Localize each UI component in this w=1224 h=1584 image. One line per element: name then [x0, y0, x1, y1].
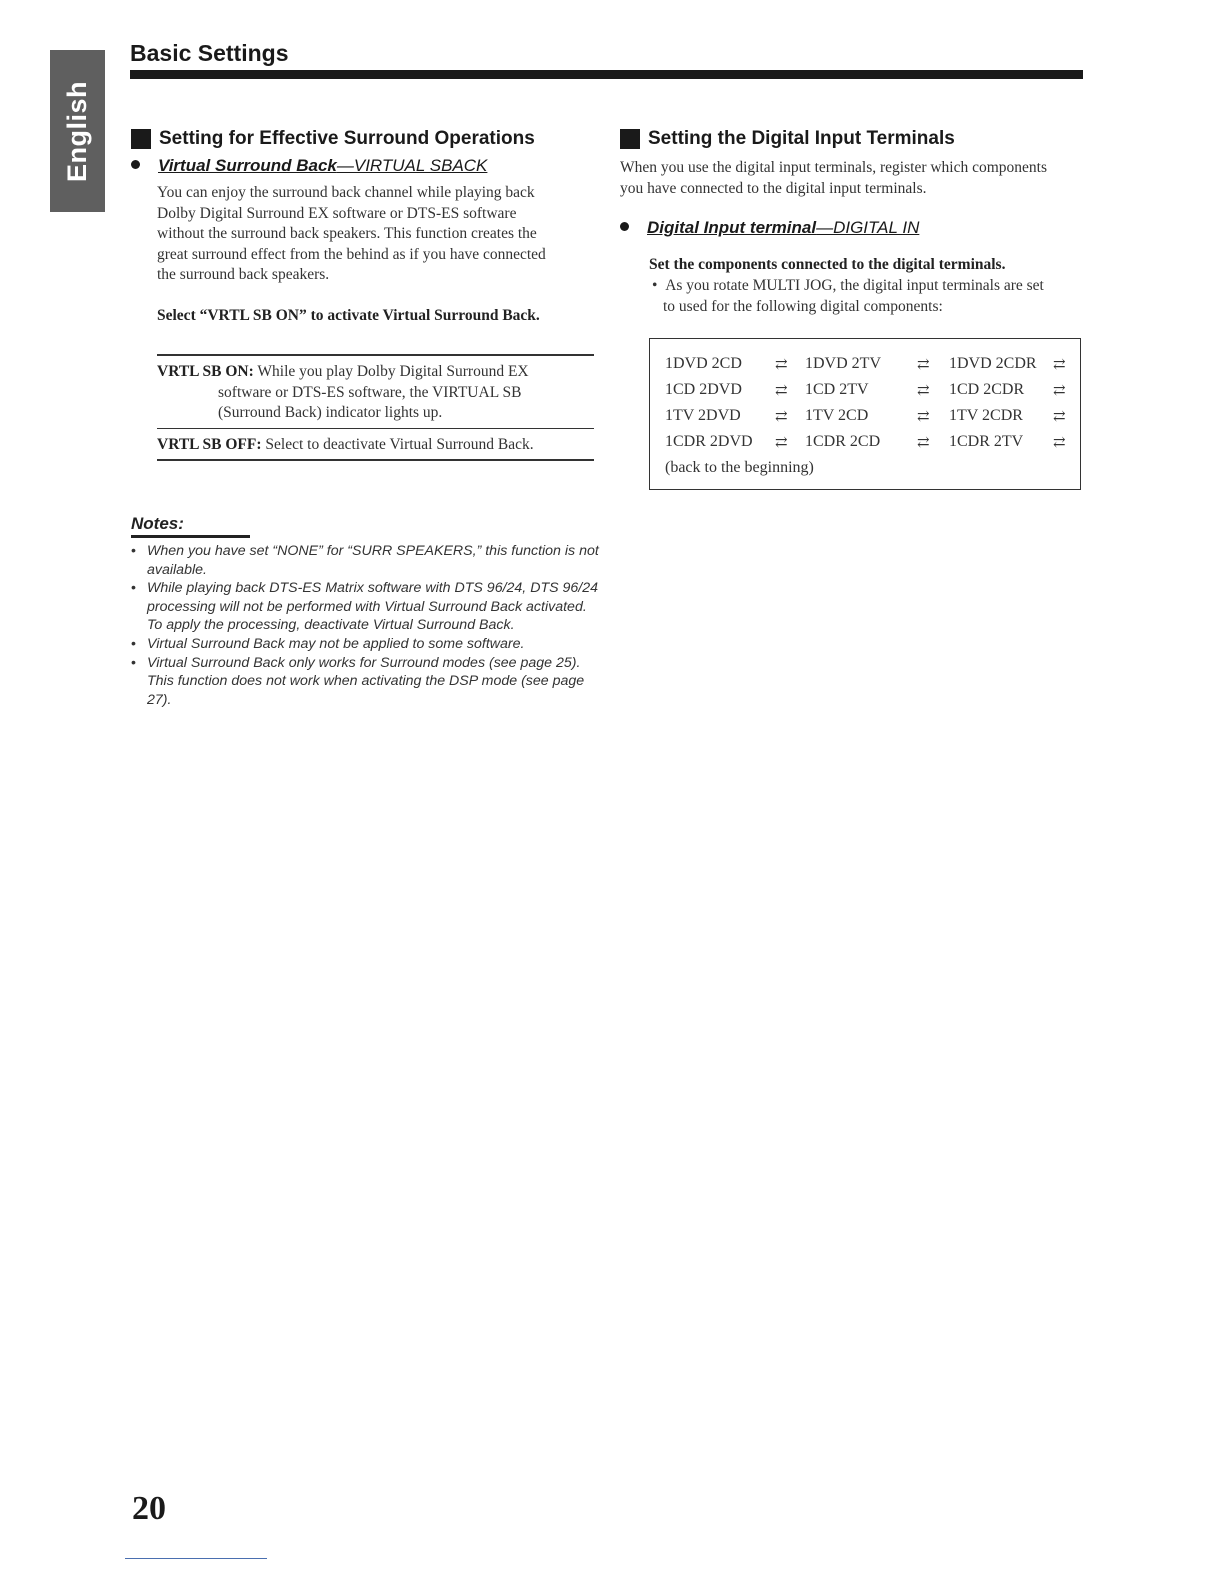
- option-text: Select to deactivate Virtual Surround Back.: [265, 435, 534, 453]
- desc-line: When you use the digital input terminals, register which components: [620, 159, 1048, 176]
- cycle-arrow-icon: ⇄: [1053, 383, 1065, 399]
- section-title-surround-text: Setting for Effective Surround Operations: [159, 128, 535, 149]
- note-item: • Virtual Surround Back may not be applied to some software.: [131, 635, 601, 654]
- desc-line: great surround effect from the behind as if you have connected: [157, 245, 546, 263]
- section-title-digital: [620, 128, 955, 150]
- combo-row: [665, 381, 1075, 401]
- desc-line: You can enjoy the surround back channel while playing back: [157, 184, 535, 201]
- square-bullet-icon: [131, 129, 151, 149]
- cycle-arrow-icon: ⇄: [917, 409, 929, 425]
- cycle-arrow-icon: ⇄: [775, 435, 787, 451]
- table-rule: [157, 459, 594, 461]
- subhead-virtual-surround: [131, 156, 487, 176]
- square-bullet-icon: [620, 129, 640, 149]
- round-bullet-icon: [620, 222, 629, 231]
- option-text: While you play Dolby Digital Surround EX: [257, 363, 529, 380]
- virtual-surround-description: [157, 183, 597, 286]
- combo: 1CD 2TV: [805, 381, 869, 398]
- combo: 1CD 2CDR: [949, 381, 1025, 398]
- subhead-digital-input: [620, 218, 919, 238]
- option-label: VRTL SB ON:: [157, 363, 254, 380]
- option-vrtl-sb-off: [157, 429, 594, 460]
- cycle-arrow-icon: ⇄: [775, 409, 787, 425]
- combo: 1DVD 2CDR: [949, 355, 1037, 372]
- combo: 1DVD 2CD: [665, 355, 742, 372]
- bullet-line: As you rotate MULTI JOG, the digital input terminals are set: [665, 277, 1044, 294]
- notes-title: Notes:: [131, 514, 184, 533]
- cycle-arrow-icon: ⇄: [775, 357, 787, 373]
- cycle-arrow-icon: ⇄: [917, 383, 929, 399]
- cycle-footer: (back to the beginning): [665, 459, 814, 476]
- options-table: [157, 354, 594, 461]
- cycle-arrow-icon: ⇄: [1053, 357, 1065, 373]
- small-bullet-icon: •: [652, 277, 666, 294]
- option-text-cont: software or DTS-ES software, the VIRTUAL SB: [218, 383, 522, 401]
- digital-input-instruction: Set the components connected to the digital terminals.: [649, 256, 1006, 273]
- subhead-digital-input-suffix: —DIGITAL IN: [816, 218, 920, 237]
- digital-input-description: [620, 158, 1090, 199]
- digital-input-bullet: [652, 276, 1092, 317]
- combo: 1CDR 2CD: [805, 433, 881, 450]
- option-text-cont: (Surround Back) indicator lights up.: [218, 404, 443, 421]
- combo: 1DVD 2TV: [805, 355, 881, 372]
- combo-row: [665, 355, 1075, 375]
- language-tab: [50, 50, 105, 212]
- page-title: Basic Settings: [130, 40, 289, 66]
- option-label: VRTL SB OFF:: [157, 435, 262, 453]
- subhead-virtual-surround-main: Virtual Surround Back: [158, 156, 337, 175]
- note-item: • While playing back DTS-ES Matrix software with DTS 96/24, DTS 96/24 processing will not be performed with Virtual Surround Back activated. To apply the processing, deactivate Virtual Surround Back.: [131, 579, 601, 635]
- page-number: 20: [132, 1490, 166, 1527]
- combo: 1CDR 2DVD: [665, 433, 753, 450]
- notes-list: [131, 542, 601, 709]
- desc-line: the surround back speakers.: [157, 266, 330, 283]
- desc-line: you have connected to the digital input terminals.: [620, 179, 927, 197]
- option-vrtl-sb-on: [157, 356, 594, 428]
- combo: 1CD 2DVD: [665, 381, 742, 398]
- subhead-digital-input-main: Digital Input terminal: [647, 218, 817, 237]
- bullet-line: to used for the following digital components:: [663, 297, 943, 315]
- section-title-surround: [131, 128, 535, 150]
- section-title-digital-text: Setting the Digital Input Terminals: [648, 128, 955, 149]
- cycle-arrow-icon: ⇄: [1053, 409, 1065, 425]
- combo-row: [665, 407, 1075, 427]
- cycle-arrow-icon: ⇄: [1053, 435, 1065, 451]
- combo: 1TV 2CDR: [949, 407, 1023, 424]
- desc-line: Dolby Digital Surround EX software or DTS-ES software: [157, 204, 517, 222]
- header-rule: [130, 70, 1083, 79]
- virtual-surround-instruction: Select “VRTL SB ON” to activate Virtual Surround Back.: [157, 307, 540, 324]
- footer-rule: [125, 1558, 267, 1559]
- notes-underline: [131, 535, 250, 538]
- round-bullet-icon: [131, 160, 140, 169]
- cycle-arrow-icon: ⇄: [917, 435, 929, 451]
- combo-row: [665, 433, 1075, 453]
- combo: 1CDR 2TV: [949, 433, 1024, 450]
- language-tab-label: English: [62, 80, 93, 182]
- cycle-arrow-icon: ⇄: [775, 383, 787, 399]
- subhead-virtual-surround-suffix: —VIRTUAL SBACK: [336, 156, 488, 175]
- combo: 1TV 2DVD: [665, 407, 741, 424]
- component-cycle-box: [649, 338, 1081, 490]
- cycle-arrow-icon: ⇄: [917, 357, 929, 373]
- combo: 1TV 2CD: [805, 407, 869, 424]
- desc-line: without the surround back speakers. This function creates the: [157, 225, 537, 242]
- note-item: • When you have set “NONE” for “SURR SPEAKERS,” this function is not available.: [131, 542, 601, 579]
- note-item: • Virtual Surround Back only works for Surround modes (see page 25). This function does not work when activating the DSP mode (see page 27).: [131, 654, 601, 710]
